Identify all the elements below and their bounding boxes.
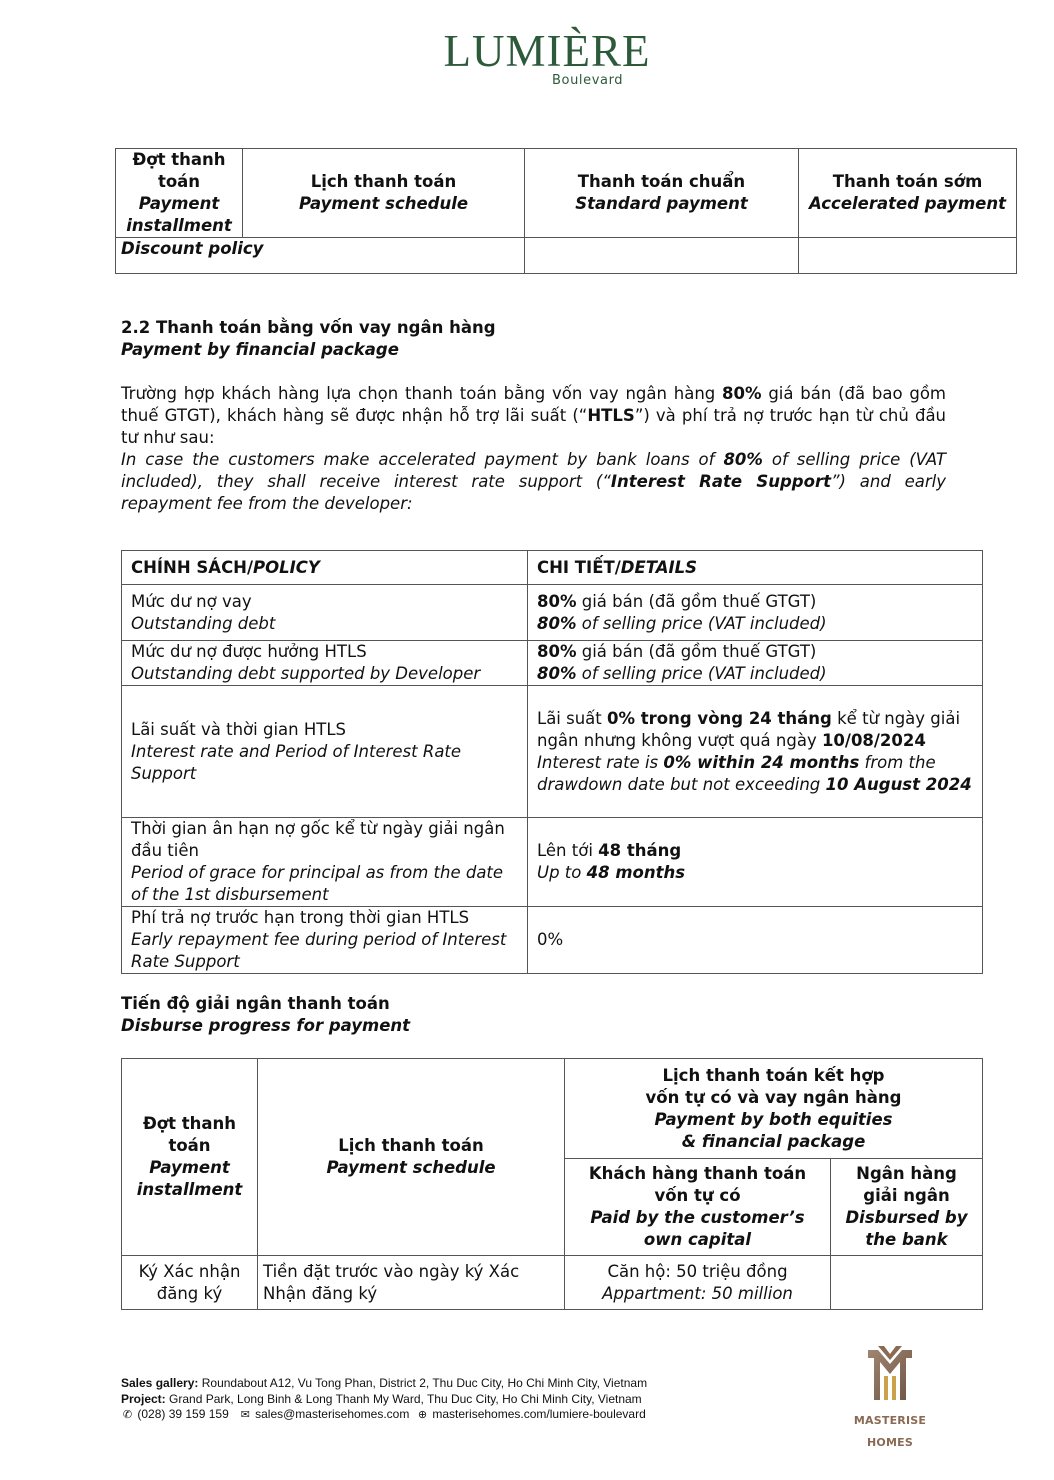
text: Trường hợp khách hàng lựa chọn thanh toán bằng vốn vay ngân hàng xyxy=(121,384,723,403)
company-name: MASTERISE HOMES xyxy=(853,1414,927,1449)
policy-cell xyxy=(122,818,528,907)
section-title-en: Payment by financial package xyxy=(121,340,399,359)
value: Roundabout A12, Vu Tong Phan, District 2, Thu Duc City, Ho Chi Minh City, Vietnam xyxy=(198,1376,648,1390)
text: ”) and early repayment fee from the developer: xyxy=(121,472,946,513)
text: giá bán (đã bao gồm thuế GTGT), khách hàng sẽ được nhận hỗ trợ lãi suất (“ xyxy=(121,384,947,425)
text: Lên tới xyxy=(537,841,599,860)
col-label-en: Payment by both equities xyxy=(654,1109,893,1129)
col-label-en: Accelerated payment xyxy=(809,194,1006,213)
text: Mức dư nợ được hưởng HTLS xyxy=(131,642,367,661)
col-label-vi: Lịch thanh toán xyxy=(338,1136,484,1155)
table-row xyxy=(122,686,983,818)
text: giá bán (đã gồm thuế GTGT) xyxy=(576,642,817,661)
discount-accelerated-cell xyxy=(799,238,1017,274)
col-customer-capital xyxy=(565,1159,831,1256)
text-bold: 80% xyxy=(537,664,577,683)
col-label-vi: vốn tự có và vay ngân hàng xyxy=(645,1087,902,1107)
col-installment xyxy=(122,1059,258,1256)
globe-icon: ⊕ xyxy=(417,1409,428,1421)
policy-cell xyxy=(122,641,528,686)
table-row xyxy=(122,641,983,686)
table-row xyxy=(122,818,983,907)
lumiere-boulevard-logo xyxy=(0,26,1054,88)
text-bold: 80% xyxy=(537,642,577,661)
text: Phí trả nợ trước hạn trong thời gian HTLS xyxy=(131,908,470,927)
col-label-vi: Đợt thanh toán xyxy=(132,150,226,191)
value: Grand Park, Long Binh & Long Thanh My Ward, Thu Duc City, Ho Chi Minh City, Vietnam xyxy=(165,1391,642,1406)
phone-link[interactable]: (028) 39 159 159 xyxy=(137,1407,229,1421)
section-paragraph xyxy=(121,383,946,515)
phone-icon: ✆ xyxy=(122,1409,133,1421)
section-heading xyxy=(121,317,951,361)
text: Early repayment fee during period of Interest Rate Support xyxy=(131,930,507,971)
text: of selling price (VAT included) xyxy=(576,613,827,633)
text-bold: 0% trong vòng 24 tháng xyxy=(607,708,832,728)
text: Interest rate is xyxy=(537,752,664,772)
text-bold: 10 August 2024 xyxy=(825,774,972,794)
brand-subtitle: Boulevard xyxy=(552,73,624,88)
table-header-row xyxy=(116,149,1017,238)
disburse-heading xyxy=(121,993,721,1037)
col-standard xyxy=(525,149,799,238)
col-label-en: Payment installment xyxy=(126,194,232,235)
col-label-vi: Ngân hàng giải ngân xyxy=(856,1164,957,1205)
details-cell: 0% xyxy=(528,907,983,974)
col-bank-disbursed xyxy=(831,1159,983,1256)
paragraph-vi xyxy=(121,383,946,449)
col-installment xyxy=(116,149,243,238)
text: of selling price (VAT included), they shall receive interest rate support (“ xyxy=(121,450,946,491)
details-cell xyxy=(528,585,983,641)
paragraph-en xyxy=(121,449,946,515)
policy-cell xyxy=(122,686,528,818)
bank-disbursed-cell xyxy=(831,1256,983,1310)
text: Căn hộ: 50 triệu đồng xyxy=(607,1261,788,1281)
mail-icon: ✉ xyxy=(240,1409,250,1421)
text: giá bán (đã gồm thuế GTGT) xyxy=(576,591,817,611)
col-label-en: Payment installment xyxy=(136,1158,243,1199)
table-row xyxy=(122,585,983,641)
sales-gallery-line xyxy=(121,1376,741,1392)
text-bold: 80% xyxy=(722,384,762,403)
table-row xyxy=(122,907,983,974)
col-label-vi: Đợt thanh toán xyxy=(142,1114,237,1155)
website-link[interactable]: masterisehomes.com/lumiere-boulevard xyxy=(432,1407,646,1421)
col-label-vi: Thanh toán sớm xyxy=(832,172,983,191)
text: kể từ ngày giải ngân nhưng không vượt quá ngày xyxy=(537,708,961,750)
policy-header xyxy=(122,551,528,585)
text-bold: 0% within 24 months xyxy=(663,752,860,772)
masterise-homes-logo xyxy=(830,1346,950,1454)
disburse-progress-table xyxy=(121,1058,983,1310)
section-title-vi: 2.2 Thanh toán bằng vốn vay ngân hàng xyxy=(121,318,496,337)
text-bold: 80% xyxy=(537,591,577,611)
col-label-en: & financial package xyxy=(681,1131,866,1151)
text: CHI TIẾT/ xyxy=(537,557,621,577)
email-link[interactable]: sales@masterisehomes.com xyxy=(255,1407,410,1421)
text: of selling price (VAT included) xyxy=(576,664,827,683)
disburse-title-en: Disburse progress for payment xyxy=(121,1016,411,1035)
discount-policy-label: Discount policy xyxy=(116,238,525,274)
col-combined-payment xyxy=(565,1059,983,1159)
table-row xyxy=(116,238,1017,274)
text: CHÍNH SÁCH/ xyxy=(131,557,254,577)
schedule-cell: Tiền đặt trước vào ngày ký Xác Nhận đăng ký xyxy=(258,1256,565,1310)
text: Up to xyxy=(537,863,587,882)
text-bold: 10/08/2024 xyxy=(821,730,926,750)
label: Sales gallery: xyxy=(121,1376,199,1390)
col-label-vi: Lịch thanh toán xyxy=(310,172,457,191)
text: Lãi suất xyxy=(537,708,608,728)
col-label-en: Paid by the customer’s own capital xyxy=(590,1208,805,1249)
discount-standard-cell xyxy=(525,238,799,274)
text-bold: HTLS xyxy=(587,406,635,425)
col-schedule xyxy=(258,1059,565,1256)
details-cell xyxy=(528,818,983,907)
text: Thời gian ân hạn nợ gốc kể từ ngày giải ngân đầu tiên xyxy=(131,819,505,860)
masterise-emblem-icon xyxy=(864,1346,916,1402)
text-bold: 48 tháng xyxy=(598,841,682,860)
disburse-title-vi: Tiến độ giải ngân thanh toán xyxy=(121,994,390,1013)
text: Mức dư nợ vay xyxy=(131,591,252,611)
col-accelerated xyxy=(799,149,1017,238)
text: Outstanding debt xyxy=(131,613,276,633)
col-label-en: Payment schedule xyxy=(298,194,469,213)
text: DETAILS xyxy=(620,557,697,577)
text: ”) và phí trả nợ trước hạn từ chủ đầu tư như sau: xyxy=(121,406,947,447)
policy-table xyxy=(121,550,983,974)
text-bold: 80% xyxy=(537,613,577,633)
col-label-en: Disbursed by the bank xyxy=(845,1208,968,1249)
col-schedule xyxy=(243,149,525,238)
label: Project: xyxy=(121,1391,166,1406)
payment-installment-table xyxy=(115,148,1017,274)
col-label-vi: Khách hàng thanh toán vốn tự có xyxy=(588,1164,807,1205)
text: Outstanding debt supported by Developer xyxy=(131,664,481,683)
details-cell xyxy=(528,641,983,686)
text-bold: Interest Rate Support xyxy=(610,472,831,491)
col-label-vi: Thanh toán chuẩn xyxy=(577,172,746,191)
text: Interest rate and Period of Interest Rate Support xyxy=(131,741,462,783)
table-row xyxy=(122,1256,983,1310)
col-label-vi: Lịch thanh toán kết hợp xyxy=(662,1065,885,1085)
text: In case the customers make accelerated payment by bank loans of xyxy=(121,450,724,469)
text: Appartment: 50 million xyxy=(602,1283,793,1303)
installment-cell: Ký Xác nhận đăng ký xyxy=(122,1256,258,1310)
contact-line xyxy=(121,1407,741,1424)
text: from the drawdown date but not exceeding xyxy=(537,752,936,794)
text-bold: 48 months xyxy=(586,863,686,882)
table-header-row xyxy=(122,1059,983,1159)
policy-cell xyxy=(122,907,528,974)
text: Period of grace for principal as from the date of the 1st disbursement xyxy=(131,863,504,904)
details-cell xyxy=(528,686,983,818)
col-label-en: Standard payment xyxy=(575,194,748,213)
policy-cell xyxy=(122,585,528,641)
text: POLICY xyxy=(253,557,320,577)
project-line xyxy=(121,1392,741,1408)
footer-contact xyxy=(121,1376,741,1424)
details-header xyxy=(528,551,983,585)
text: Lãi suất và thời gian HTLS xyxy=(131,719,347,739)
brand-name: LUMIÈRE xyxy=(443,26,651,76)
table-header-row xyxy=(122,551,983,585)
col-label-en: Payment schedule xyxy=(326,1158,496,1177)
text-bold: 80% xyxy=(723,450,763,469)
customer-capital-cell xyxy=(565,1256,831,1310)
